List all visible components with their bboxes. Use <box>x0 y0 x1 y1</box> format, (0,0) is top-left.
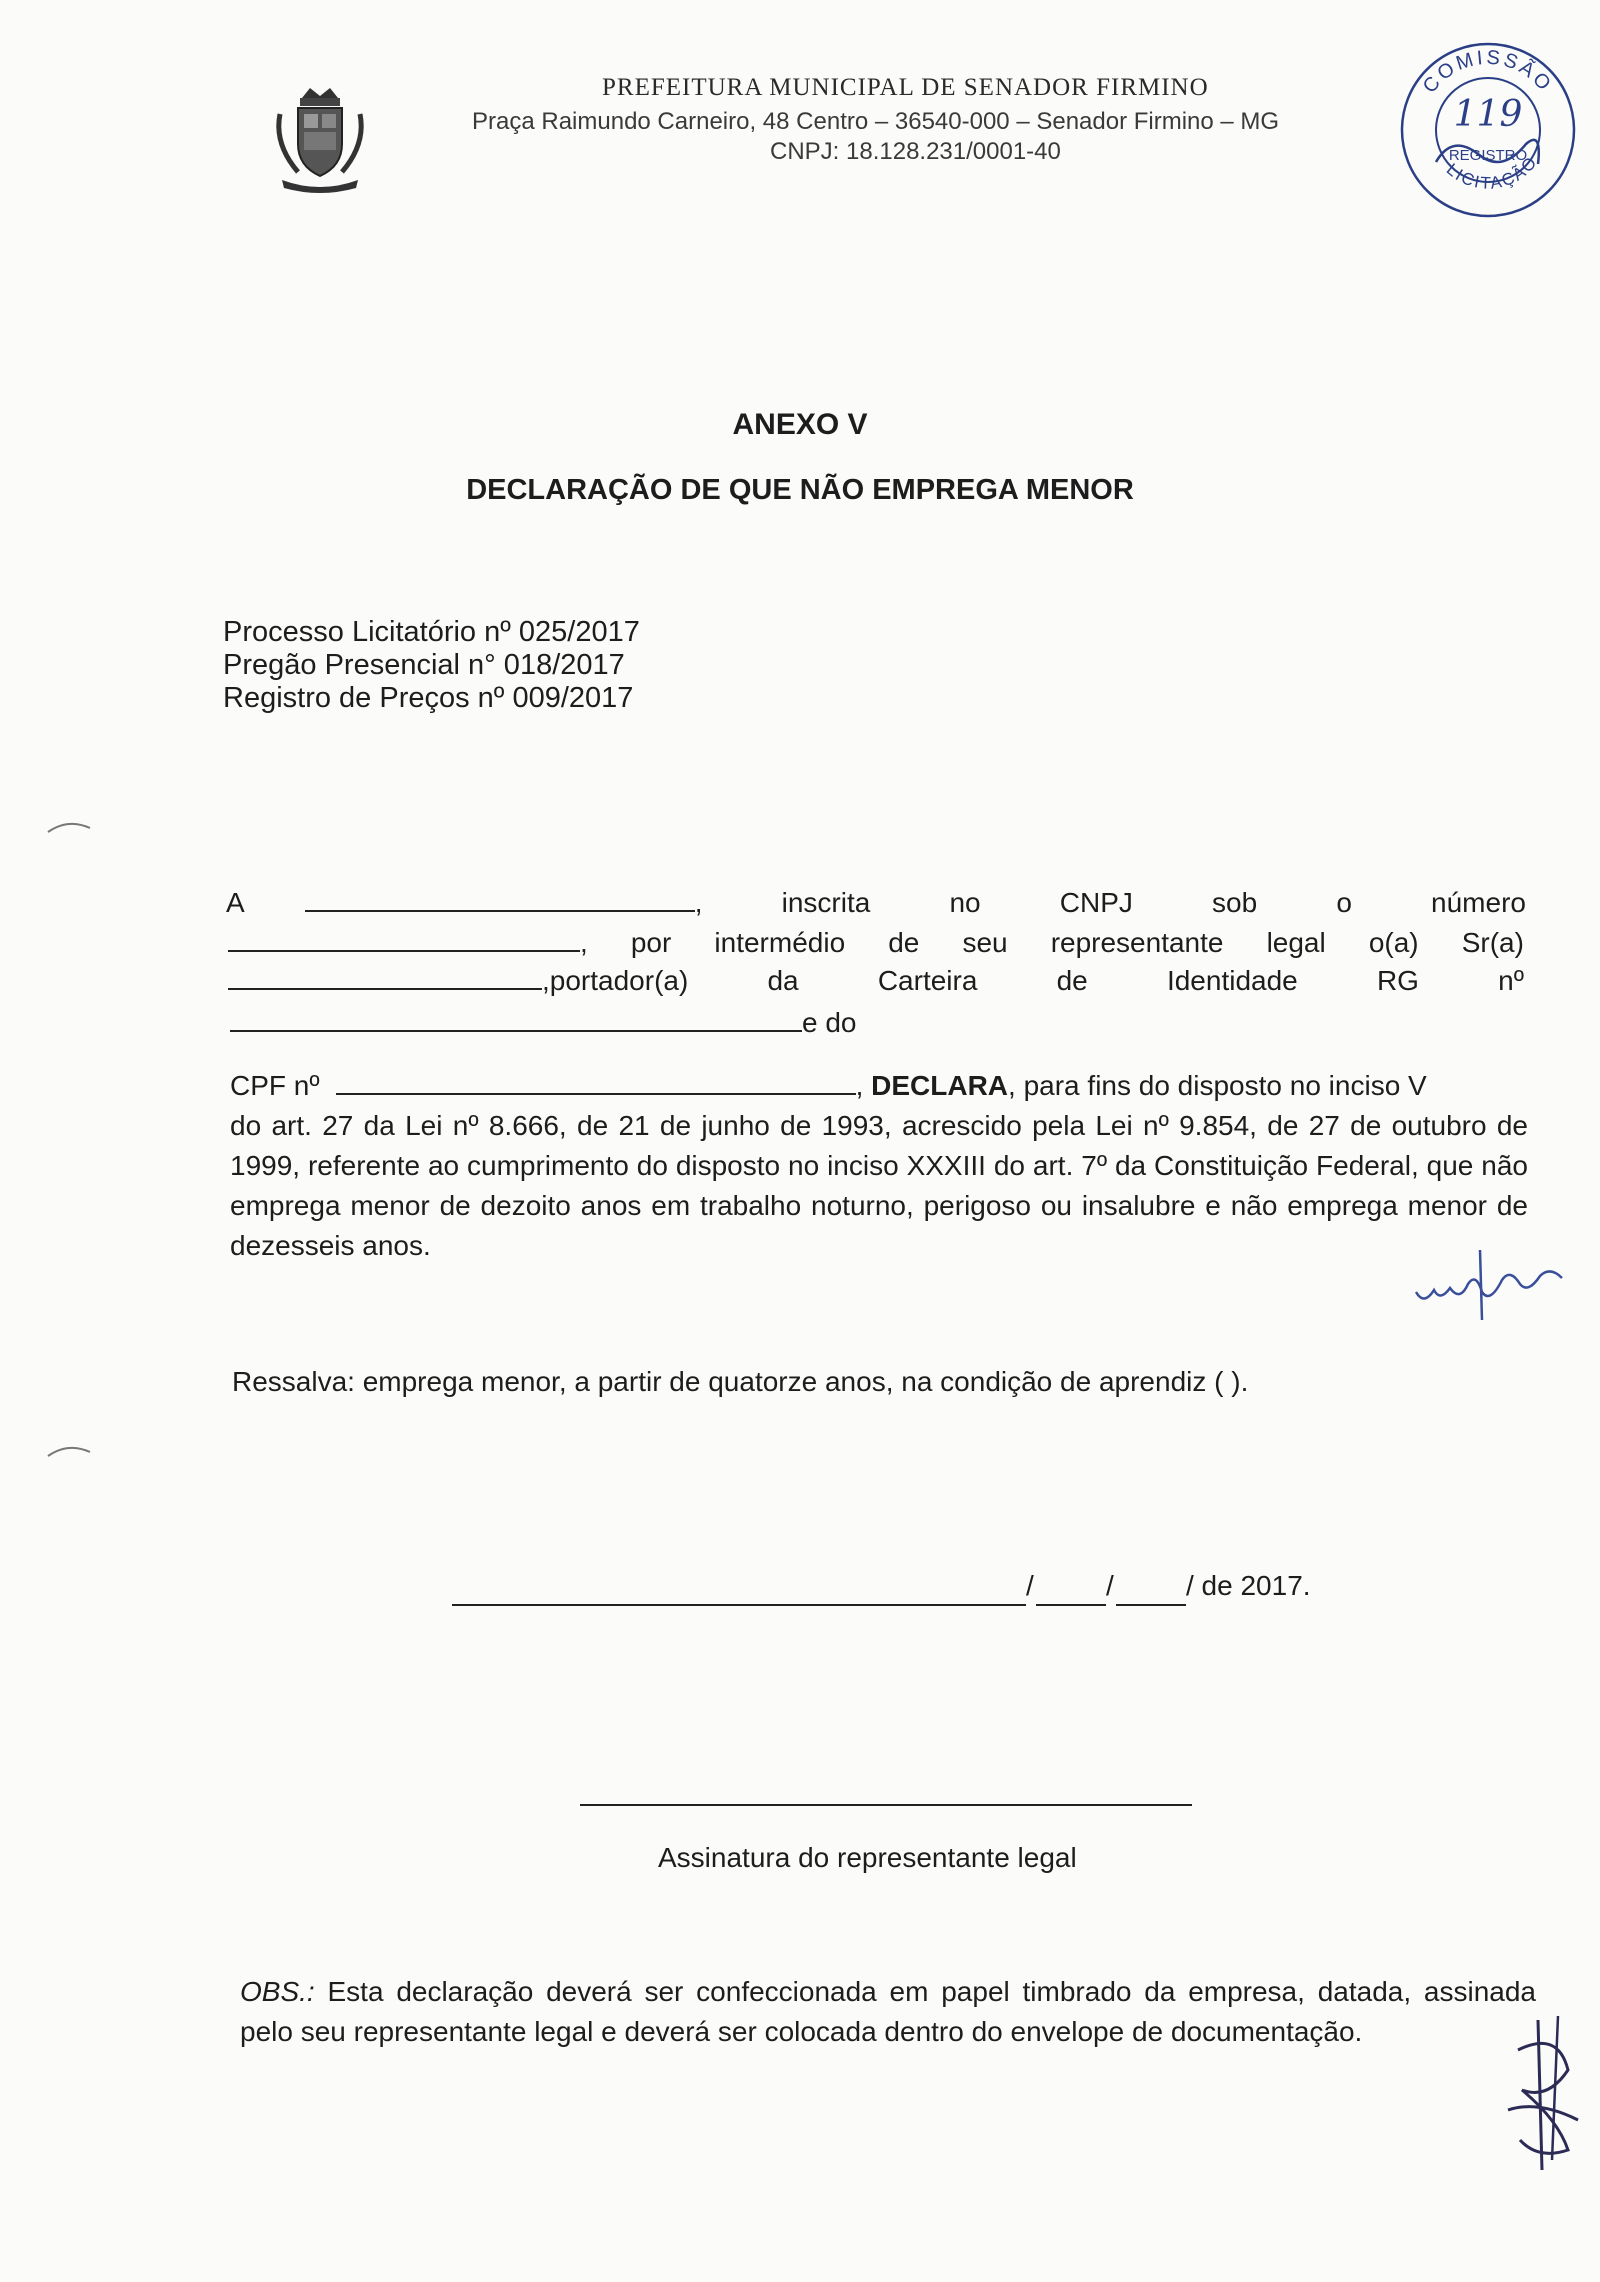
signature-line <box>580 1804 1192 1806</box>
document-title: ANEXO V <box>732 408 868 441</box>
intro-word: intermédio <box>714 927 846 958</box>
margin-mark <box>44 818 94 838</box>
date-slash-1: / <box>1026 1570 1034 1601</box>
declaration-paragraph <box>230 1066 1528 1266</box>
obs-text: Esta declaração deverá ser confeccionada em papel timbrado da empresa, datada, assinada pelo seu representante legal e deverá ser colocada dentro do envelope de documentação. <box>240 1976 1536 2047</box>
header-address: Praça Raimundo Carneiro, 48 Centro – 36540-000 – Senador Firmino – MG <box>472 108 1280 135</box>
intro-word: de <box>1056 965 1088 996</box>
separator: , <box>855 1070 864 1101</box>
commission-stamp <box>1392 34 1584 226</box>
declaration-body: do art. 27 da Lei nº 8.666, de 21 de junho de 1993, acrescido pela Lei nº 9.854, de 27 de outubro de 1999, referente ao cumprimento do disposto no inciso XXXIII do art. 7º da Constituição Federal, que não emprega menor de dezoito anos em trabalho noturno, perigoso ou insalubre e não emprega menor de dezesseis anos. <box>230 1110 1528 1261</box>
process-info <box>223 616 640 715</box>
intro-word: legal <box>1266 927 1326 958</box>
intro-word: inscrita <box>781 887 871 918</box>
rg-number-blank <box>230 1006 802 1032</box>
declara-keyword: DECLARA <box>871 1070 1009 1101</box>
date-year-suffix: / de 2017. <box>1186 1570 1311 1601</box>
representative-name-blank <box>228 964 542 990</box>
cpf-label: CPF nº <box>230 1070 320 1101</box>
handwritten-initials <box>1410 1232 1570 1322</box>
intro-word: A <box>226 887 245 918</box>
intro-word: seu <box>962 927 1008 958</box>
svg-text:COMISSÃO <box>1419 47 1557 98</box>
intro-word: de <box>888 927 920 958</box>
cpf-number-blank <box>336 1069 856 1095</box>
intro-word: da <box>767 965 799 996</box>
intro-line-2 <box>228 926 1524 959</box>
date-slash-2: / <box>1106 1570 1114 1601</box>
intro-word: , <box>694 887 703 918</box>
intro-word: Carteira <box>877 965 978 996</box>
intro-line-4 <box>230 1006 857 1039</box>
intro-word: por <box>630 927 672 958</box>
declaration-line1-rest: , para fins do disposto no inciso V <box>1008 1070 1427 1101</box>
pregao-number: Pregão Presencial n° 018/2017 <box>223 649 625 681</box>
stamp-top-text: COMISSÃO <box>1418 46 1557 98</box>
place-blank-line <box>452 1604 1026 1606</box>
coat-of-arms-logo <box>272 84 368 194</box>
intro-word: sob <box>1212 887 1258 918</box>
header-municipality-name: PREFEITURA MUNICIPAL DE SENADOR FIRMINO <box>602 74 1209 101</box>
intro-word: CNPJ <box>1059 887 1133 918</box>
intro-word: no <box>949 887 981 918</box>
intro-word: e do <box>802 1007 857 1038</box>
cnpj-number-blank <box>228 926 580 952</box>
intro-word: , <box>580 927 588 958</box>
intro-word: Sr(a) <box>1461 927 1524 958</box>
intro-word: o <box>1336 887 1352 918</box>
obs-paragraph <box>240 1972 1536 2052</box>
intro-word: representante <box>1050 927 1224 958</box>
handwritten-signature <box>1498 2010 1588 2180</box>
stamp-bottom-text: LICITAÇÃO <box>1442 152 1542 193</box>
intro-word: nº <box>1498 965 1524 996</box>
intro-word: Identidade <box>1166 965 1298 996</box>
obs-label: OBS.: <box>240 1976 315 2007</box>
signature-label: Assinatura do representante legal <box>658 1842 1077 1873</box>
day-blank-line <box>1036 1604 1106 1606</box>
document-subtitle: DECLARAÇÃO DE QUE NÃO EMPREGA MENOR <box>466 474 1134 506</box>
intro-word: número <box>1431 887 1526 918</box>
process-number: Processo Licitatório nº 025/2017 <box>223 616 640 648</box>
intro-word: o(a) <box>1368 927 1419 958</box>
intro-word: ,portador(a) <box>542 965 689 996</box>
month-blank-line <box>1116 1604 1186 1606</box>
registro-number: Registro de Preços nº 009/2017 <box>223 682 634 714</box>
company-name-blank <box>305 886 695 912</box>
intro-line-1 <box>226 886 1526 919</box>
stamp-number: 119 <box>1453 94 1523 135</box>
intro-word: RG <box>1376 965 1419 996</box>
margin-mark <box>44 1442 94 1462</box>
stamp-middle-text: REGISTRO <box>1448 147 1528 164</box>
intro-line-3 <box>228 964 1524 997</box>
header-cnpj: CNPJ: 18.128.231/0001-40 <box>770 138 1061 165</box>
ressalva-text: Ressalva: emprega menor, a partir de quatorze anos, na condição de aprendiz ( ). <box>232 1366 1249 1397</box>
